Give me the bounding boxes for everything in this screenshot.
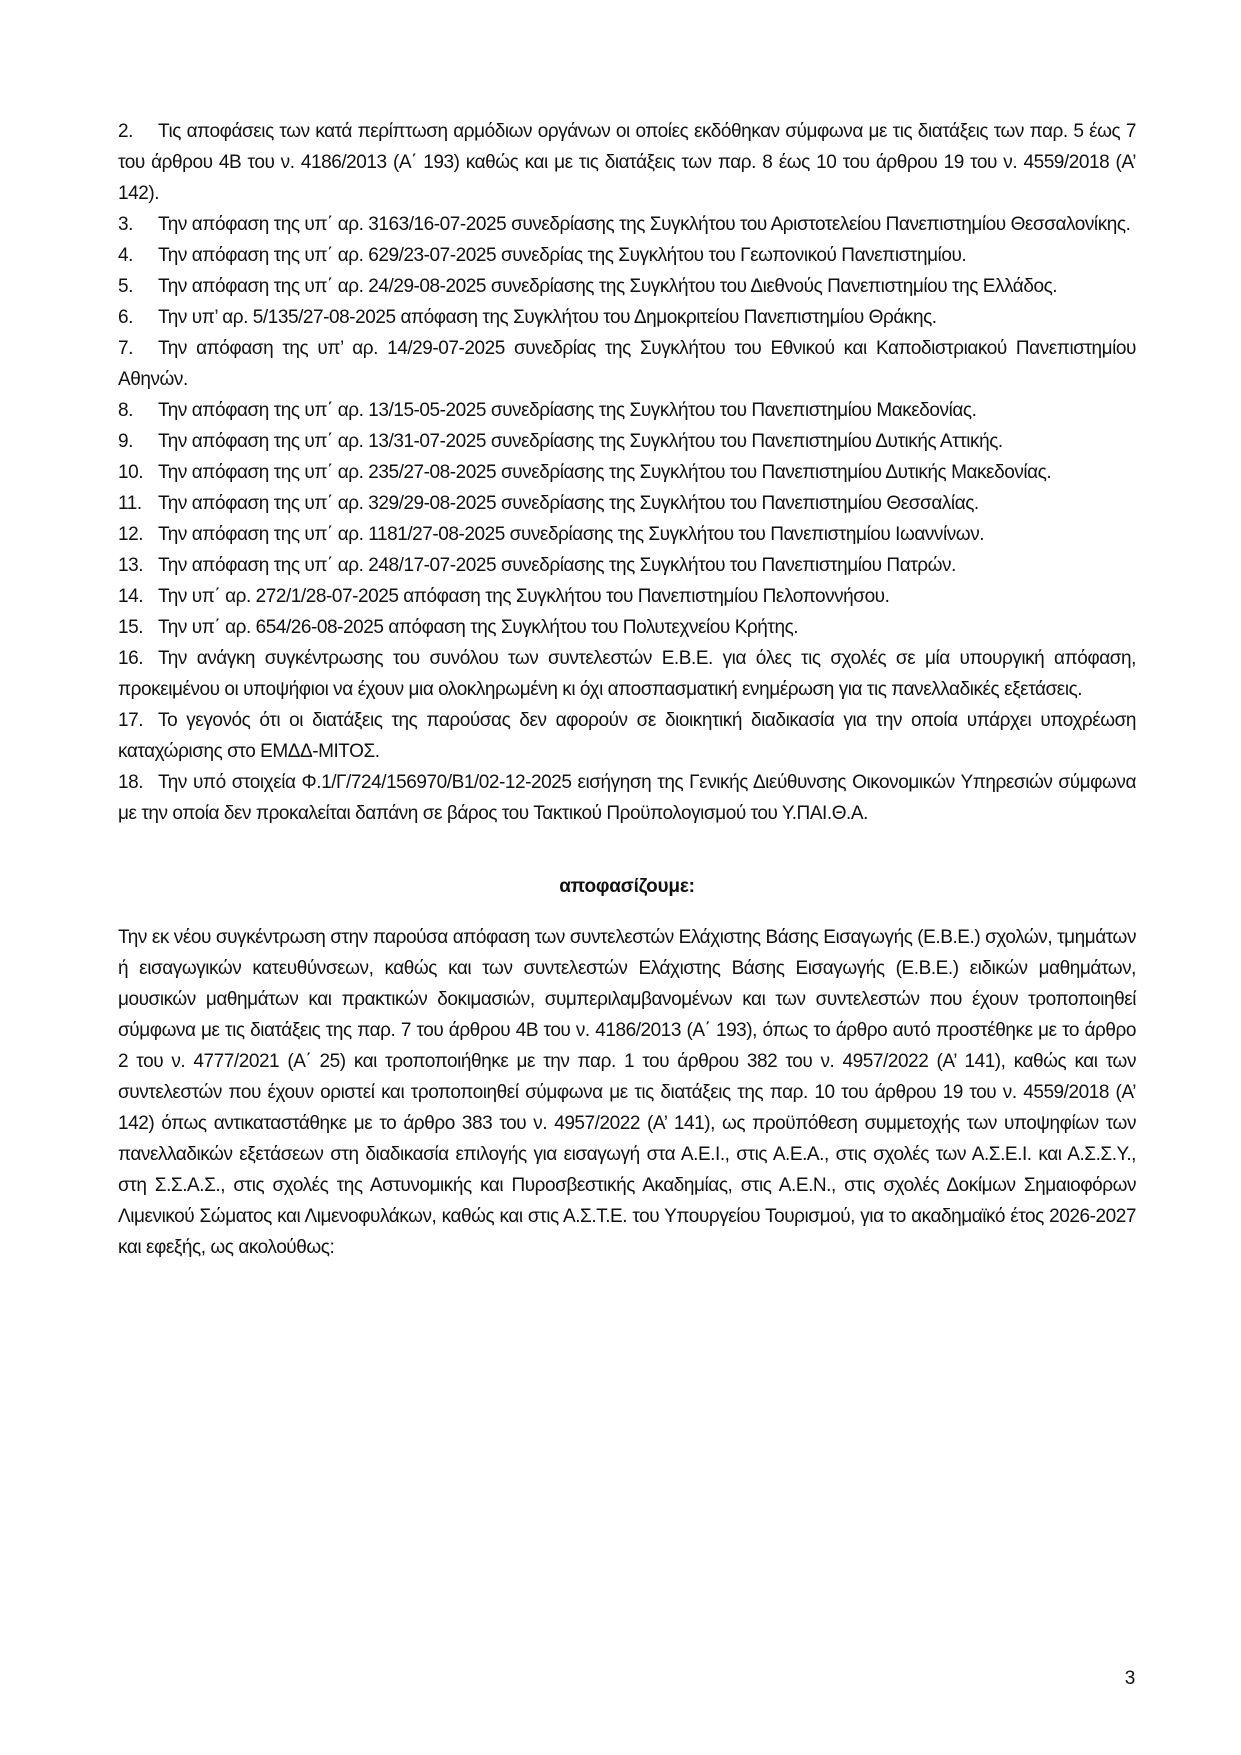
item-text: Την απόφαση της υπ΄ αρ. 629/23-07-2025 συνεδρίας της Συγκλήτου του Γεωπονικού Πανεπιστημίου. [158, 245, 967, 266]
item-text: Την απόφαση της υπ΄ αρ. 248/17-07-2025 συνεδρίασης της Συγκλήτου του Πανεπιστημίου Πατρών. [158, 555, 956, 576]
consideration-item-10 [118, 457, 1136, 488]
page-number: 3 [1124, 1668, 1136, 1689]
item-number: 6. [118, 307, 133, 328]
consideration-item-13 [118, 550, 1136, 581]
consideration-item-15 [118, 612, 1136, 643]
item-text: Την υπ’ αρ. 5/135/27-08-2025 απόφαση της Συγκλήτου του Δημοκριτείου Πανεπιστημίου Θράκης. [158, 307, 937, 328]
item-number: 9. [118, 431, 133, 452]
consideration-item-18 [118, 767, 1136, 829]
item-text: Την απόφαση της υπ΄ αρ. 13/15-05-2025 συνεδρίασης της Συγκλήτου του Πανεπιστημίου Μακεδονίας. [158, 400, 977, 421]
item-number: 3. [118, 214, 133, 235]
decision-paragraph: Την εκ νέου συγκέντρωση στην παρούσα απόφαση των συντελεστών Ελάχιστης Βάσης Εισαγωγής (Ε.Β.Ε.) σχολών, τμημάτων ή εισαγωγικών κατευθύνσεων, καθώς και των συντελεστών Ελάχιστης Βάσης Εισαγωγής (Ε.Β.Ε.) ειδικών μαθημάτων, μουσικών μαθημάτων και πρακτικών δοκιμασιών, συμπεριλαμβανομένων και των συντελεστών που έχουν τροποποιηθεί σύμφωνα με τις διατάξεις της παρ. 7 του άρθρου 4Β του ν. 4186/2013 (Α΄ 193), όπως το άρθρο αυτό προστέθηκε με το άρθρο 2 του ν. 4777/2021 (Α΄ 25) και τροποποιήθηκε με την παρ. 1 του άρθρου 382 του ν. 4957/2022 (Α’ 141), καθώς και των συντελεστών που έχουν οριστεί και τροποποιηθεί σύμφωνα με τις διατάξεις της παρ. 10 του άρθρου 19 του ν. 4559/2018 (Α’ 142) όπως αντικαταστάθηκε με το άρθρο 383 του ν. 4957/2022 (Α’ 141), ως προϋπόθεση συμμετοχής των υποψηφίων των πανελλαδικών εξετάσεων στη διαδικασία επιλογής για εισαγωγή στα Α.Ε.Ι., στις Α.Ε.Α., στις σχολές των Α.Σ.Ε.Ι. και Α.Σ.Σ.Υ., στη Σ.Σ.Α.Σ., στις σχολές της Αστυνομικής και Πυροσβεστικής Ακαδημίας, στις Α.Ε.Ν., στις σχολές Δοκίμων Σημαιοφόρων Λιμενικού Σώματος και Λιμενοφυλάκων, καθώς και στις Α.Σ.Τ.Ε. του Υπουργείου Τουρισμού, για το ακαδημαϊκό έτος 2026-2027 και εφεξής, ως ακολούθως: [118, 927, 1136, 1258]
consideration-item-2 [118, 116, 1136, 209]
item-text: Την απόφαση της υπ΄ αρ. 329/29-08-2025 συνεδρίασης της Συγκλήτου του Πανεπιστημίου Θεσσαλίας. [158, 493, 979, 514]
consideration-item-3 [118, 209, 1136, 240]
item-number: 16. [118, 648, 144, 669]
consideration-item-12 [118, 519, 1136, 550]
item-number: 15. [118, 617, 144, 638]
considerations-list [118, 116, 1136, 829]
item-text: Την απόφαση της υπ΄ αρ. 3163/16-07-2025 συνεδρίασης της Συγκλήτου του Αριστοτελείου Πανεπιστημίου Θεσσαλονίκης. [158, 214, 1131, 235]
item-text: Την απόφαση της υπ΄ αρ. 13/31-07-2025 συνεδρίασης της Συγκλήτου του Πανεπιστημίου Δυτικής Αττικής. [158, 431, 1003, 452]
item-number: 5. [118, 276, 133, 297]
item-number: 10. [118, 462, 144, 483]
item-number: 11. [118, 493, 142, 514]
consideration-item-11 [118, 488, 1136, 519]
item-number: 18. [118, 772, 144, 793]
consideration-item-5 [118, 271, 1136, 302]
consideration-item-16 [118, 643, 1136, 705]
item-number: 17. [118, 710, 144, 731]
item-number: 8. [118, 400, 133, 421]
item-text: Την απόφαση της υπ΄ αρ. 1181/27-08-2025 συνεδρίασης της Συγκλήτου του Πανεπιστημίου Ιωαννίνων. [158, 524, 985, 545]
item-text: Την υπ΄ αρ. 272/1/28-07-2025 απόφαση της Συγκλήτου του Πανεπιστημίου Πελοποννήσου. [158, 586, 890, 607]
consideration-item-17 [118, 705, 1136, 767]
consideration-item-6 [118, 302, 1136, 333]
item-number: 14. [118, 586, 144, 607]
item-text: Την απόφαση της υπ΄ αρ. 24/29-08-2025 συνεδρίασης της Συγκλήτου του Διεθνούς Πανεπιστημίου της Ελλάδος. [158, 276, 1058, 297]
item-number: 2. [118, 121, 133, 142]
item-text: Την απόφαση της υπ΄ αρ. 235/27-08-2025 συνεδρίασης της Συγκλήτου του Πανεπιστημίου Δυτικής Μακεδονίας. [158, 462, 1052, 483]
item-text: Την υπ΄ αρ. 654/26-08-2025 απόφαση της Συγκλήτου του Πολυτεχνείου Κρήτης. [158, 617, 799, 638]
item-text: Το γεγονός ότι οι διατάξεις της παρούσας δεν αφορούν σε διοικητική διαδικασία για την οποία υπάρχει υποχρέωση καταχώρισης στο ΕΜΔΔ-ΜΙΤΟΣ. [118, 710, 1136, 762]
consideration-item-8 [118, 395, 1136, 426]
item-number: 4. [118, 245, 133, 266]
item-number: 12. [118, 524, 144, 545]
decision-heading: αποφασίζουμε: [559, 876, 695, 897]
consideration-item-7 [118, 333, 1136, 395]
item-number: 13. [118, 555, 144, 576]
item-text: Τις αποφάσεις των κατά περίπτωση αρμόδιων οργάνων οι οποίες εκδόθηκαν σύμφωνα με τις διατάξεις των παρ. 5 έως 7 του άρθρου 4Β του ν. 4186/2013 (Α΄ 193) καθώς και με τις διατάξεις των παρ. 8 έως 10 του άρθρου 19 του ν. 4559/2018 (Α’ 142). [118, 121, 1136, 204]
item-text: Την υπό στοιχεία Φ.1/Γ/724/156970/Β1/02-12-2025 εισήγηση της Γενικής Διεύθυνσης Οικονομικών Υπηρεσιών σύμφωνα με την οποία δεν προκαλείται δαπάνη σε βάρος του Τακτικού Προϋπολογισμού του Υ.ΠΑΙ.Θ.Α. [118, 772, 1136, 824]
consideration-item-9 [118, 426, 1136, 457]
document-body [118, 116, 1136, 1263]
consideration-item-14 [118, 581, 1136, 612]
item-number: 7. [118, 338, 133, 359]
item-text: Την ανάγκη συγκέντρωσης του συνόλου των συντελεστών Ε.Β.Ε. για όλες τις σχολές σε μία υπουργική απόφαση, προκειμένου οι υποψήφιοι να έχουν μια ολοκληρωμένη κι όχι αποσπασματική ενημέρωση για τις πανελλαδικές εξετάσεις. [118, 648, 1136, 700]
item-text: Την απόφαση της υπ’ αρ. 14/29-07-2025 συνεδρίας της Συγκλήτου του Εθνικού και Καποδιστριακού Πανεπιστημίου Αθηνών. [118, 338, 1136, 390]
consideration-item-4 [118, 240, 1136, 271]
